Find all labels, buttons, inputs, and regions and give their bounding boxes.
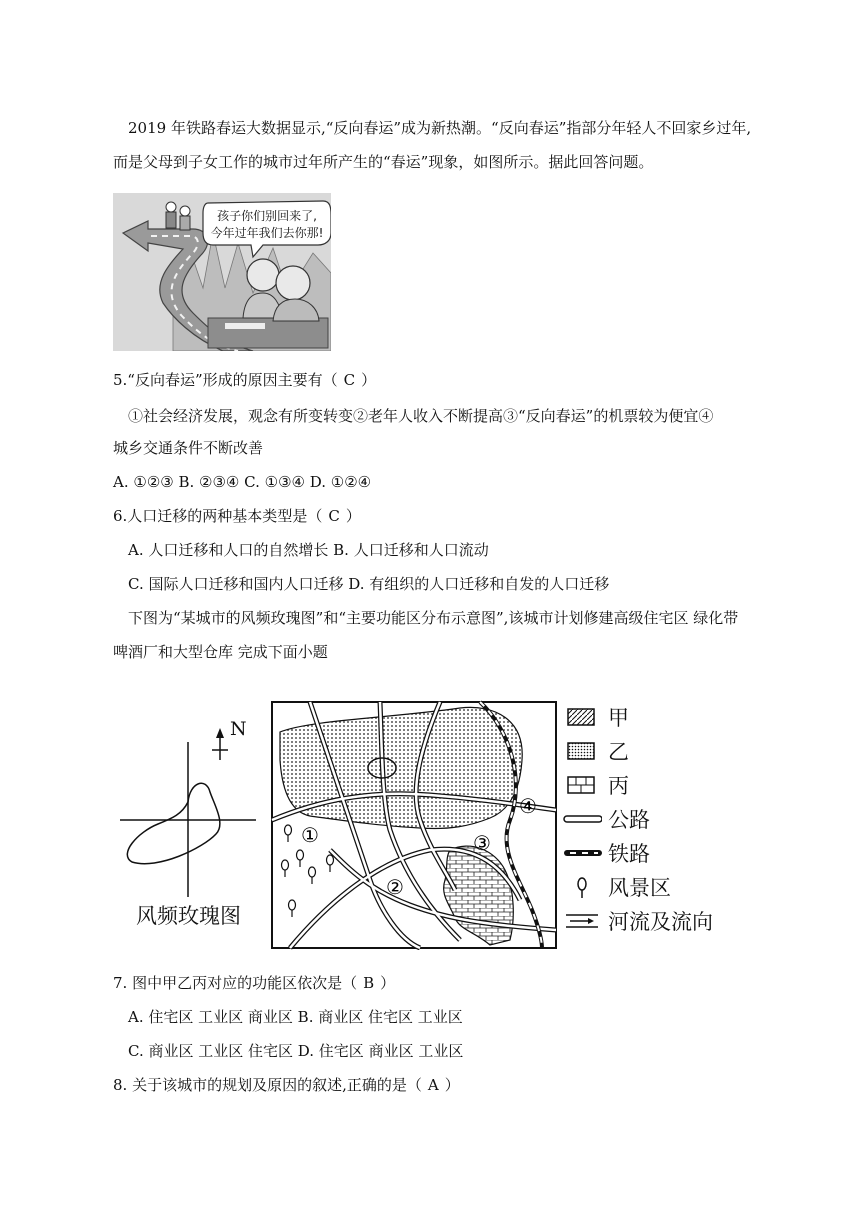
city-zone-map: [270, 700, 558, 950]
q8-answer: A: [427, 1076, 439, 1094]
marker-4: ④: [519, 794, 537, 818]
q5-options: A. ①②③ B. ②③④ C. ①③④ D. ①②④: [113, 473, 372, 491]
wind-rose-figure: [118, 712, 264, 942]
intro-line-2: 而是父母到子女工作的城市过年所产生的“春运”现象，如图所示。据此回答问题。: [113, 153, 654, 171]
brick-swatch-icon: [562, 773, 602, 797]
intro2-line-1: 下图为“某城市的风频玫瑰图”和“主要功能区分布示意图”,该城市计划修建高级住宅区 绿化带: [128, 609, 739, 627]
q5-answer: C: [343, 371, 356, 389]
q7-answer: B: [363, 974, 375, 992]
q7-options-cd: C. 商业区 工业区 住宅区 D. 住宅区 商业区 工业区: [128, 1042, 464, 1060]
q5-stem: 5.“反向春运”形成的原因主要有（ C ）: [113, 371, 377, 389]
legend-item-river: 河流及流向: [562, 906, 713, 936]
q6-options-cd: C. 国际人口迁移和国内人口迁移 D. 有组织的人口迁移和自发的人口迁移: [128, 575, 610, 593]
legend-item-scenic: 风景区: [562, 872, 671, 902]
river-arrow-icon: [562, 909, 602, 933]
q6-stem: 6.人口迁移的两种基本类型是（ C ）: [113, 507, 361, 525]
road-line-icon: [562, 807, 602, 831]
legend-item-railway: 铁路: [562, 838, 650, 868]
dots-swatch-icon: [562, 739, 602, 763]
q8-stem: 8. 关于该城市的规划及原因的叙述,正确的是（ A ）: [113, 1076, 460, 1094]
q5-choices-line-1: ①社会经济发展，观念有所变转变②老年人收入不断提高③“反向春运”的机票较为便宜④: [128, 407, 714, 425]
q7-stem: 7. 图中甲乙丙对应的功能区依次是（ B ）: [113, 974, 396, 992]
hatch-swatch-icon: [562, 705, 602, 729]
cartoon-illustration: [113, 193, 331, 351]
q5-choices-line-2: 城乡交通条件不断改善: [113, 439, 264, 457]
map-legend: [562, 700, 742, 950]
railway-line-icon: [562, 841, 602, 865]
q6-options-ab: A. 人口迁移和人口的自然增长 B. 人口迁移和人口流动: [128, 541, 489, 559]
north-label: N: [230, 718, 247, 740]
q6-answer: C: [328, 507, 340, 525]
speech-line-2: 今年过年我们去你那!: [210, 226, 324, 240]
marker-1: ①: [301, 823, 319, 847]
legend-item-road: 公路: [562, 804, 650, 834]
marker-2: ②: [386, 875, 404, 899]
intro-line-1: 2019 年铁路春运大数据显示,“反向春运”成为新热潮。“反向春运”指部分年轻人不回家乡过年,: [128, 119, 752, 137]
speech-line-1: 孩子你们别回来了,: [217, 209, 317, 223]
tree-icon: [562, 875, 602, 899]
wind-rose-label: 风频玫瑰图: [136, 904, 241, 928]
q7-options-ab: A. 住宅区 工业区 商业区 B. 商业区 住宅区 工业区: [128, 1008, 463, 1026]
legend-item-yi: 乙: [562, 736, 629, 766]
intro2-line-2: 啤酒厂和大型仓库 完成下面小题: [113, 643, 328, 661]
legend-item-bing: 丙: [562, 770, 629, 800]
legend-item-jia: 甲: [562, 702, 629, 732]
marker-3: ③: [473, 831, 491, 855]
